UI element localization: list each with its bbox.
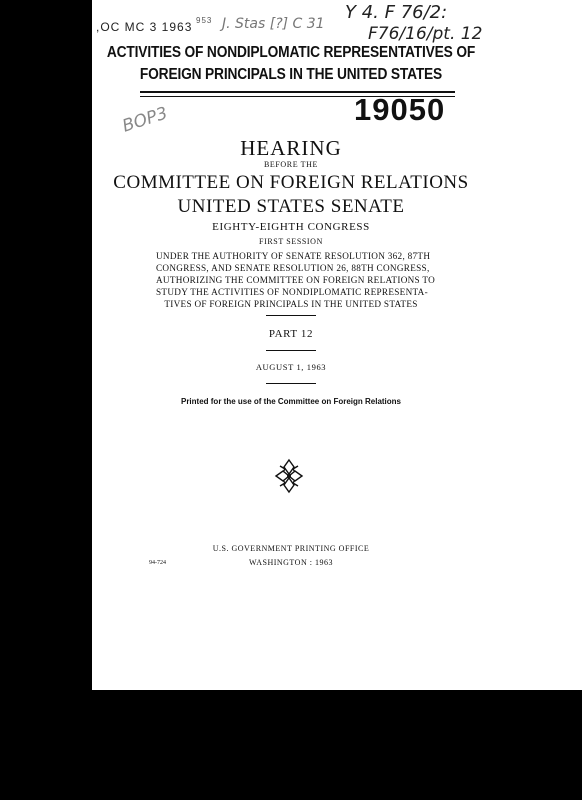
page-margin (492, 0, 582, 690)
call-number-top: Y 4. F 76/2: (345, 2, 448, 23)
authority-line: UNDER THE AUTHORITY OF SENATE RESOLUTION 362, 87TH (156, 251, 431, 261)
hearing-date: AUGUST 1, 1963 (255, 362, 327, 372)
congress-label: EIGHTY-EIGHTH CONGRESS (212, 221, 370, 233)
authority-paragraph (156, 250, 436, 310)
document-title-line1: ACTIVITIES OF NONDIPLOMATIC REPRESENTATIVES OF (106, 44, 476, 61)
rule-below-date (266, 383, 316, 384)
handwritten-side-note: BOP3 (120, 103, 171, 137)
printing-office: U.S. GOVERNMENT PRINTING OFFICE (212, 544, 370, 553)
call-number-bottom: F76/16/pt. 12 (368, 24, 483, 44)
session-label: FIRST SESSION (259, 237, 323, 246)
printed-for-line: Printed for the use of the Committee on Foreign Relations (180, 397, 401, 406)
job-number: 94-724 (149, 560, 166, 566)
authority-line: AUTHORIZING THE COMMITTEE ON FOREIGN RELATIONS TO (156, 275, 436, 285)
received-stamp: ,OC MC 3 1963 (96, 20, 193, 34)
before-the-label: BEFORE THE (263, 160, 319, 169)
handwritten-number: 19050 (354, 92, 446, 127)
committee-name: COMMITTEE ON FOREIGN RELATIONS (113, 172, 469, 193)
handwritten-scribble: J. Stas [?] C 31 (222, 16, 325, 32)
city-year: WASHINGTON : 1963 (249, 558, 333, 567)
part-label: PART 12 (268, 328, 314, 340)
gpo-ornament-icon (274, 458, 304, 494)
rule-above-part (266, 315, 316, 316)
authority-line: TIVES OF FOREIGN PRINCIPALS IN THE UNITED STATES (164, 299, 418, 309)
rule-below-part (266, 350, 316, 351)
authority-line: STUDY THE ACTIVITIES OF NONDIPLOMATIC REPRESENTA- (156, 287, 428, 297)
doc-number-stamp: 953 (196, 16, 213, 25)
senate-name: UNITED STATES SENATE (177, 196, 405, 217)
document-title-line2: FOREIGN PRINCIPALS IN THE UNITED STATES (139, 66, 443, 83)
authority-line: CONGRESS, AND SENATE RESOLUTION 26, 88TH CONGRESS, (156, 263, 430, 273)
hearing-heading: HEARING (240, 136, 342, 160)
